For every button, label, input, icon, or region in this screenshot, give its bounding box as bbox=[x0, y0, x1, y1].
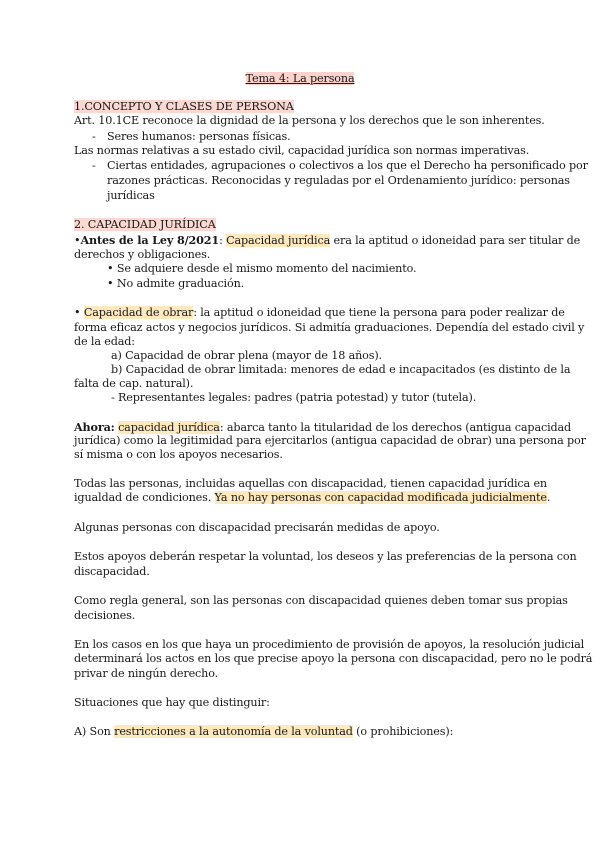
section-2-heading: 2. CAPACIDAD JURÍDICA bbox=[74, 218, 216, 231]
bullet-dash: - bbox=[92, 130, 96, 143]
restricciones-line: A) Son restricciones a la autonomía de la voluntad (o prohibiciones): bbox=[74, 725, 454, 738]
bullet-entidades-l3: jurídicas bbox=[107, 189, 155, 202]
bullet-entidades-l2: razones prácticas. Reconocidas y reguladas por el Ordenamiento jurídico: personas bbox=[107, 174, 570, 187]
section-1-heading: 1.CONCEPTO Y CLASES DE PERSONA bbox=[74, 100, 294, 113]
art-line: Art. 10.1CE reconoce la dignidad de la persona y los derechos que le son inherentes. bbox=[74, 114, 545, 127]
algunas-line: Algunas personas con discapacidad precisarán medidas de apoyo. bbox=[74, 521, 440, 534]
sub-graduacion: • No admite graduación. bbox=[107, 277, 245, 290]
bullet-entidades-l1: Ciertas entidades, agrupaciones o colectivos a los que el Derecho ha personificado por bbox=[107, 159, 588, 172]
como-line-2: decisiones. bbox=[74, 609, 136, 622]
sub-nacimiento: • Se adquiere desde el mismo momento del nacimiento. bbox=[107, 262, 417, 275]
antes-line-1: •Antes de la Ley 8/2021: Capacidad jurídica era la aptitud o idoneidad para ser titular de bbox=[74, 233, 581, 247]
ahora-line-1: Ahora: capacidad jurídica: abarca tanto la titularidad de los derechos (antigua capacidad bbox=[74, 420, 572, 434]
obrar-limitada-l1: b) Capacidad de obrar limitada: menores de edad e incapacitados (es distinto de la bbox=[111, 363, 571, 376]
normas-line: Las normas relativas a su estado civil, capacidad jurídica son normas imperativas. bbox=[74, 144, 530, 157]
bullet-dash: - bbox=[92, 159, 96, 172]
todas-line-1: Todas las personas, incluidas aquellas con discapacidad, tienen capacidad jurídica en bbox=[74, 477, 547, 490]
obrar-plena: a) Capacidad de obrar plena (mayor de 18 años). bbox=[111, 349, 382, 362]
ahora-line-3: sí misma o con los apoyos necesarios. bbox=[74, 448, 283, 461]
estos-line-2: discapacidad. bbox=[74, 565, 150, 578]
casos-line-1: En los casos en los que haya un procedimiento de provisión de apoyos, la resolución judicial bbox=[74, 638, 585, 651]
obrar-limitada-l2: falta de cap. natural). bbox=[74, 377, 194, 390]
ahora-line-2: jurídica) como la legitimidad para ejercitarlos (antigua capacidad de obrar) una persona por bbox=[74, 434, 586, 447]
todas-line-2: igualdad de condiciones. Ya no hay personas con capacidad modificada judicialmente. bbox=[74, 491, 551, 504]
representantes: - Representantes legales: padres (patria potestad) y tutor (tutela). bbox=[111, 391, 477, 404]
obrar-line-1: • Capacidad de obrar: la aptitud o idoneidad que tiene la persona para poder realizar de bbox=[74, 306, 565, 319]
bullet-personas-fisicas: Seres humanos: personas físicas. bbox=[107, 130, 291, 143]
antes-line-2: derechos y obligaciones. bbox=[74, 248, 211, 261]
casos-line-2: determinará los actos en los que precise apoyo la persona con discapacidad, pero no le podrá bbox=[74, 652, 593, 665]
casos-line-3: privar de ningún derecho. bbox=[74, 667, 219, 680]
estos-line-1: Estos apoyos deberán respetar la voluntad, los deseos y las preferencias de la persona con bbox=[74, 550, 577, 563]
page-title: Tema 4: La persona bbox=[245, 72, 355, 85]
obrar-line-2: forma eficaz actos y negocios jurídicos. Si admitía graduaciones. Dependía del estado civil y bbox=[74, 321, 585, 334]
obrar-line-3: de la edad: bbox=[74, 335, 135, 348]
situaciones-line: Situaciones que hay que distinguir: bbox=[74, 696, 270, 709]
como-line-1: Como regla general, son las personas con discapacidad quienes deben tomar sus propias bbox=[74, 594, 568, 607]
